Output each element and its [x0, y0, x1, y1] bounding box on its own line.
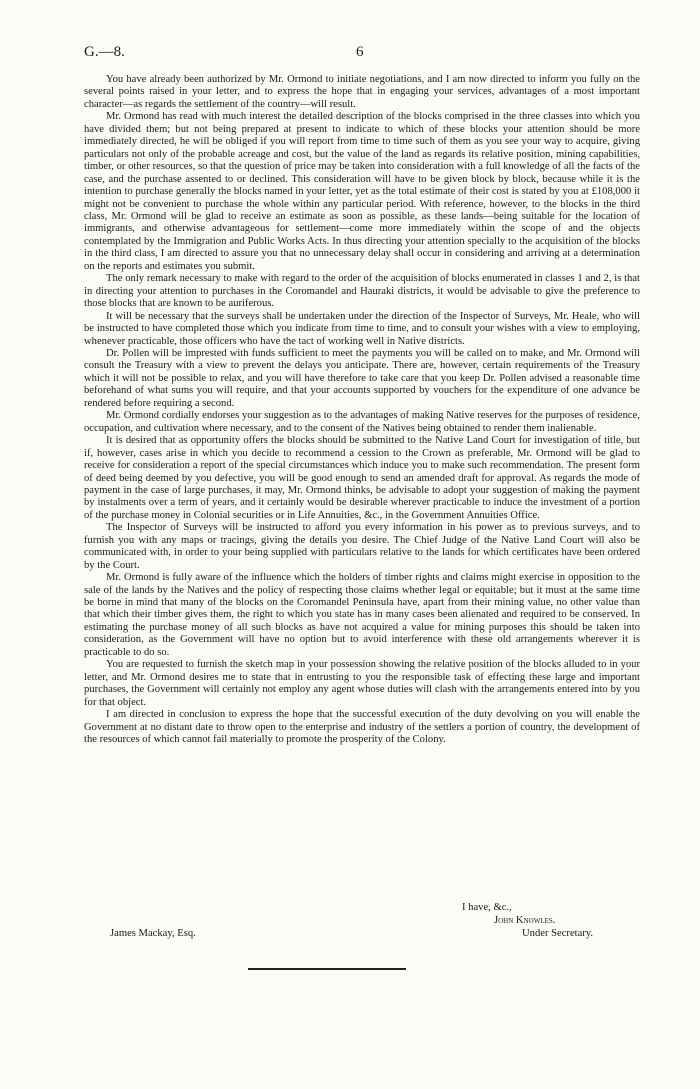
paragraph: The only remark necessary to make with regard to the order of the acquisition of blocks enumerated in classes 1 and 2, is that in directing your attention to purchases in the Coromandel and Hauraki districts, it would be advisable to give the preference to those blocks that are known to be auriferous.	[84, 273, 640, 310]
addressee: James Mackay, Esq.	[110, 928, 196, 939]
paragraph: Mr. Ormond has read with much interest the detailed description of the blocks comprised in the three classes into which you have divided them; but not being prepared at present to indicate to which of these blocks your attention should be more immediately directed, he will be obliged if you will report from time to time such of them as you see your way to acquire, giving particulars not only of the probable acreage and cost, but the value of the land as regards its relative position, mining capabilities, timber, or other resources, so that the question of price may be taken into consideration with a full knowledge of all the facts of the case, and the purchase assented to or declined. This consideration will have to be given block by block, because while it is the intention to purchase generally the blocks named in your letter, yet as the total estimate of their cost is stated by you at £108,000 it might not be convenient to purchase the whole within any particular period. With reference, however, to the blocks in the third class, Mr. Ormond will be glad to receive an estimate as soon as possible, as these lands—being suitable for the location of immigrants, and otherwise advantageous for settlement—come more immediately within the scope of and the objects contemplated by the Immigration and Public Works Acts. In thus directing your attention specially to the acquisition of the blocks in the third class, I am directed to assure you that no unnecessary delay shall occur in considering and arriving at a determination on the reports and estimates you submit.	[84, 111, 640, 272]
page-number: 6	[356, 44, 364, 60]
paragraph: Dr. Pollen will be imprested with funds sufficient to meet the payments you will be called on to make, and Mr. Ormond will consult the Treasury with a view to prevent the delays you anticipate. There are, however, certain requirements of the Treasury which it will not be possible to relax, and you will have therefore to take care that you keep Dr. Pollen advised a reasonable time beforehand of what sums you will require, and that your accounts supported by vouchers for the expenditure of one advance be rendered before requiring a second.	[84, 347, 640, 409]
paragraph: Mr. Ormond is fully aware of the influence which the holders of timber rights and claims might exercise in opposition to the sale of the lands by the Natives and the policy of respecting those claims whether legal or equitable; but it must at the same time be borne in mind that many of the blocks on the Coromandel Peninsula have, apart from their mining value, no other value than that which their timber gives them, the right to which you state has in many cases been alienated and required to be conserved. In estimating the purchase money of all such blocks as have not acquired a value for mining purposes this should be taken into consideration, as the Government will have no option but to avoid interference with these old arrangements wherever it is practicable to do so.	[84, 572, 640, 658]
closing-line: I have, &c.,	[462, 902, 512, 913]
signature-block	[84, 902, 640, 952]
paragraph: It is desired that as opportunity offers the blocks should be submitted to the Native Land Court for investigation of title, but if, however, cases arise in which you decide to recommend a cession to the Crown as preferable, Mr. Ormond will be glad to receive for consideration a report of the special circumstances which induce you to make such recommendation. The present form of deed being deemed by you defective, you will be good enough to send an amended draft for approval. As regards the mode of payment in the case of large purchases, it may, Mr. Ormond thinks, be advisable to adopt your suggestion of making the payment by instalments over a term of years, and it certainly would be desirable wherever practicable to induce the investment of a portion of the purchase money in Colonial securities or in Life Annuities, &c., in the Government Annuities Office.	[84, 435, 640, 521]
page-header	[84, 44, 640, 64]
signatory-title: Under Secretary.	[522, 928, 594, 939]
paragraph: You are requested to furnish the sketch map in your possession showing the relative position of the blocks alluded to in your letter, and Mr. Ormond desires me to state that in entrusting to you the responsible task of effecting these large and important purchases, the Government will certainly not employ any agent whose duties will clash with the arrangements entered into by you for that object.	[84, 659, 640, 708]
signatory-name: John Knowles.	[494, 915, 556, 926]
page-reference: G.—8.	[84, 44, 125, 60]
paragraph: You have already been authorized by Mr. Ormond to initiate negotiations, and I am now directed to inform you fully on the several points raised in your letter, and to express the hope that in engaging your services, advantages of a most important character—as regards the settlement of the country—will result.	[84, 74, 640, 110]
paragraph: It will be necessary that the surveys shall be undertaken under the direction of the Inspector of Surveys, Mr. Heale, who will be instructed to have completed those which you indicate from time to time, and to consult your wishes with a view to employing, whenever practicable, those officers who have the tact of working well in Native districts.	[84, 310, 640, 347]
letter-body	[84, 74, 640, 746]
paragraph: Mr. Ormond cordially endorses your suggestion as to the advantages of making Native reserves for the purposes of residence, occupation, and cultivation where necessary, and to the consent of the Natives being obtained to render them inalienable.	[84, 410, 640, 434]
paragraph: The Inspector of Surveys will be instructed to afford you every information in his power as to previous surveys, and to furnish you with any maps or tracings, giving the details you desire. The Chief Judge of the Native Land Court will also be communicated with, in order to your being supplied with particulars relative to the lands for which certificates have been ordered by the Court.	[84, 522, 640, 571]
paragraph: I am directed in conclusion to express the hope that the successful execution of the duty devolving on you will enable the Government at no distant date to throw open to the enterprise and industry of the settlers a portion of country, the development of the resources of which cannot fail materially to promote the prosperity of the Colony.	[84, 709, 640, 746]
end-rule	[248, 968, 406, 970]
